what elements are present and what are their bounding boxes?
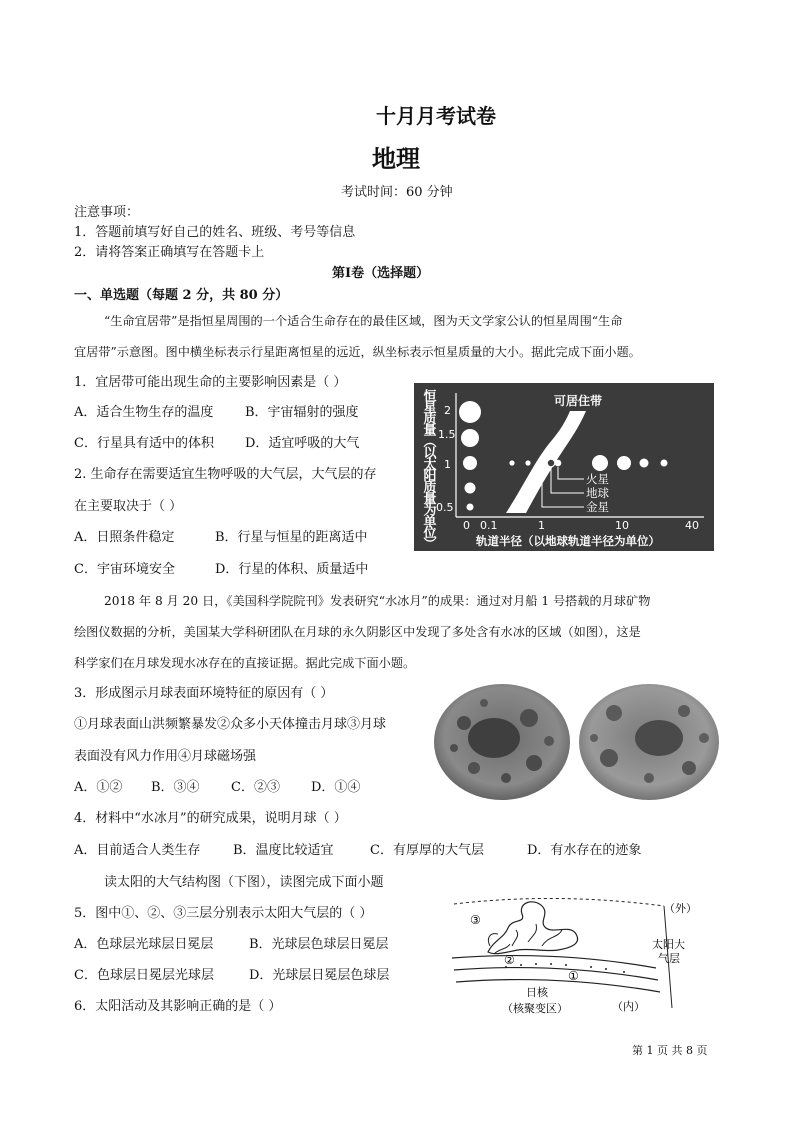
q1-option-d: D．适宜呼吸的大气: [245, 436, 360, 451]
q5-option-a: A．色球层光球层日冕层: [74, 937, 214, 952]
planet-dot: [592, 455, 608, 471]
y-tick-1-5: 1.5: [438, 428, 456, 441]
passage1-line1: “生命宜居带”是指恒星周围的一个适合生命存在的最佳区域，图为天文学家公认的恒星周围“生命: [104, 314, 623, 328]
q1-stem: 1．宜居带可能出现生命的主要影响因素是（ ）: [74, 375, 347, 390]
label-venus: 金星: [586, 500, 609, 514]
habitable-ylabel: 恒星质量（以太阳质量为单位）: [420, 389, 436, 549]
star-mass-1-5: [461, 429, 479, 447]
label-1: ①: [568, 969, 579, 983]
q4-option-b: B．温度比较适宜: [233, 843, 334, 858]
planet-dot: [640, 459, 649, 468]
q4-option-a: A．目前适合人类生存: [74, 843, 201, 858]
star-mass-1: [463, 456, 477, 470]
planet-venus-dot: [539, 460, 546, 467]
q3-items-line1: ①月球表面山洪频繁暴发②众多小天体撞击月球③月球: [74, 717, 387, 732]
q3-option-d: D．①④: [311, 780, 361, 795]
q2-option-c: C．宇宙环境安全: [74, 562, 175, 577]
q3-items-line2: 表面没有风力作用④月球磁场强: [74, 749, 257, 764]
q4-option-c: C．有厚厚的大气层: [370, 843, 484, 858]
planet-dot: [509, 460, 514, 465]
q3-option-b: B．③④: [151, 780, 200, 795]
label-core: 日核: [526, 986, 548, 999]
q5-option-b: B．光球层色球层日冕层: [249, 937, 389, 952]
moon-images: [434, 683, 724, 801]
passage1-line2: 宜居带”示意图。图中横坐标表示行星距离恒星的远近，纵坐标表示恒星质量的大小。据此完成下面小题。: [74, 345, 641, 359]
planet-dot: [525, 460, 530, 465]
label-inner: （内）: [612, 1000, 645, 1013]
habitable-zone-figure: [414, 383, 714, 551]
x-tick-1: 1: [538, 519, 545, 532]
x-tick-0: 0: [463, 519, 470, 532]
q1-option-b: B．宇宙辐射的强度: [245, 405, 359, 420]
passage2-line2: 绘图仪数据的分析，美国某大学科研团队在月球的永久阴影区中发现了多处含有水冰的区域（如图），这是: [74, 625, 641, 639]
x-tick-40: 40: [685, 519, 699, 532]
y-tick-1: 1: [444, 458, 451, 471]
q3-option-c: C．②③: [231, 780, 280, 795]
label-3: ③: [470, 913, 481, 927]
sun-atmosphere-diagram: [446, 888, 706, 1014]
q2-option-b: B．行星与恒星的距离适中: [215, 530, 368, 545]
q2-option-d: D．行星的体积、质量适中: [215, 562, 369, 577]
planet-mars-dot: [555, 460, 562, 467]
x-tick-0-1: 0.1: [480, 519, 498, 532]
page-number: 第 1 页 共 8 页: [632, 1044, 708, 1057]
label-outer: （外）: [664, 902, 697, 915]
q5-option-d: D．光球层日冕层色球层: [249, 968, 390, 983]
notice-item-2: 2．请将答案正确填写在答题卡上: [74, 245, 265, 260]
star-mass-2: [459, 401, 481, 423]
q5-stem: 5．图中①、②、③三层分别表示太阳大气层的（ ）: [74, 906, 373, 921]
section-title: 第Ⅰ卷（选择题）: [332, 266, 430, 281]
habitable-xlabel: 轨道半径（以地球轨道半径为单位）: [476, 534, 660, 548]
notice-item-1: 1．答题前填写好自己的姓名、班级、考号等信息: [74, 225, 356, 240]
planet-dot: [661, 460, 668, 467]
notice-heading: 注意事项：: [74, 205, 140, 220]
planet-earth-dot: [547, 459, 555, 467]
q2-option-a: A．日照条件稳定: [74, 530, 175, 545]
label-atmosphere-1: 太阳大: [652, 938, 685, 951]
q4-stem: 4．材料中“水冰月”的研究成果，说明月球（ ）: [74, 811, 347, 826]
passage2-line3: 科学家们在月球发现水冰存在的直接证据。据此完成下面小题。: [74, 656, 416, 670]
subject-title: 地理: [372, 145, 420, 173]
q3-stem: 3．形成图示月球表面环境特征的原因有（ ）: [74, 686, 334, 701]
q1-option-a: A．适合生物生存的温度: [74, 405, 214, 420]
q3-option-a: A．①②: [74, 780, 123, 795]
q5-option-c: C．色球层日冕层光球层: [74, 968, 214, 983]
corona-flames: [488, 902, 578, 954]
label-earth: 地球: [586, 486, 609, 500]
x-tick-10: 10: [615, 519, 629, 532]
q4-option-d: D．有水存在的迹象: [527, 843, 642, 858]
label-2: ②: [504, 953, 515, 967]
star-mass-0-5: [465, 483, 476, 494]
habitable-zone-label: 可居住带: [554, 394, 603, 408]
label-atmosphere-2: 气层: [658, 952, 680, 965]
part-title: 一、单选题（每题 2 分，共 80 分）: [74, 288, 289, 303]
passage3-line1: 读太阳的大气结构图（下图），读图完成下面小题: [104, 875, 384, 890]
passage2-line1: 2018 年 8 月 20 日，《美国科学院院刊》发表研究“水冰月”的成果：通过对月船 1 号搭载的月球矿物: [104, 594, 651, 608]
q6-stem: 6．太阳活动及其影响正确的是（ ）: [74, 999, 282, 1014]
exam-title: 十月月考试卷: [376, 104, 496, 128]
star-mass-small: [467, 504, 474, 511]
q2-stem-line2: 在主要取决于（ ）: [74, 499, 183, 514]
label-core-fusion: （核聚变区）: [502, 1002, 568, 1014]
y-tick-2: 2: [444, 404, 451, 417]
q1-option-c: C．行星具有适中的体积: [74, 436, 214, 451]
q2-stem-line1: 2. 生命存在需要适宜生物呼吸的大气层，大气层的存: [74, 467, 377, 482]
y-tick-0-5: 0.5: [436, 501, 454, 514]
exam-time: 考试时间：60 分钟: [341, 185, 453, 200]
label-mars: 火星: [586, 472, 609, 486]
planet-dot: [617, 456, 631, 470]
